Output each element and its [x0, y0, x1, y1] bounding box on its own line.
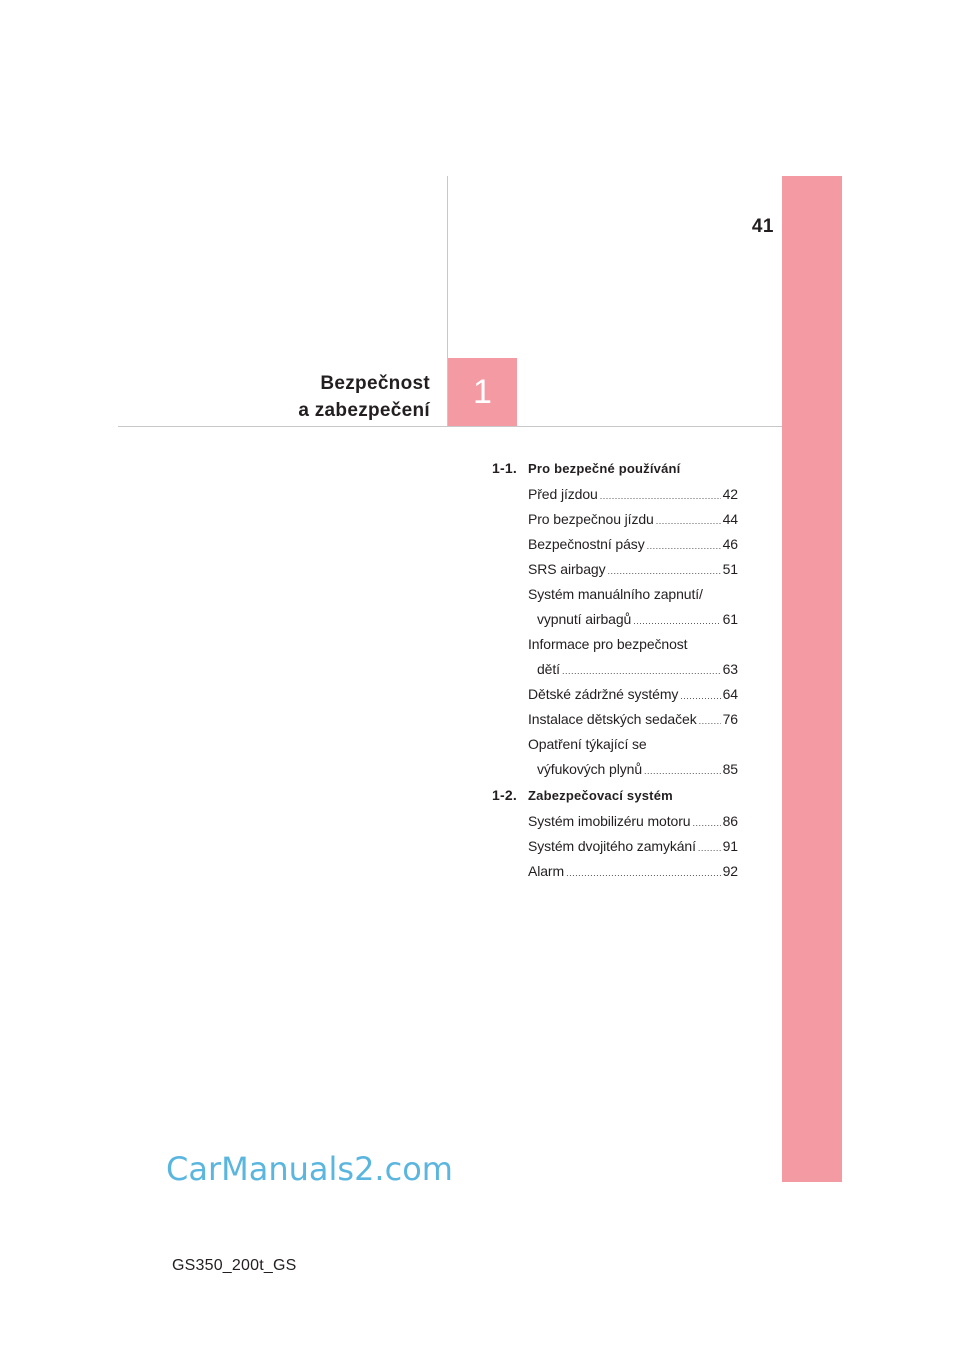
toc-entry[interactable] [528, 707, 738, 732]
chapter-number-badge: 1 [448, 358, 517, 426]
section-number: 1-2. [492, 787, 517, 803]
toc-entry[interactable] [528, 834, 738, 859]
section-title: Zabezpečovací systém [528, 788, 673, 803]
dot-leader [699, 709, 721, 734]
page-number: 41 [751, 216, 774, 237]
toc-entry-title: Systém dvojitého zamykání [528, 838, 696, 854]
toc-entry-page: 63 [722, 661, 738, 677]
toc-entry-title: Bezpečnostní pásy [528, 536, 645, 552]
toc-entry-page: 61 [722, 611, 738, 627]
dot-leader [698, 836, 721, 861]
dot-leader [600, 484, 721, 509]
toc-entry[interactable] [528, 507, 738, 532]
toc-entry[interactable] [528, 682, 738, 707]
toc-entry-title: Systém manuálního zapnutí/ [528, 586, 703, 602]
toc-entry[interactable] [528, 532, 738, 557]
toc-entry[interactable] [528, 732, 738, 782]
dot-leader [692, 811, 720, 836]
dot-leader [647, 534, 721, 559]
toc-entry-title: Systém imobilizéru motoru [528, 813, 691, 829]
toc-entry-page: 85 [722, 761, 738, 777]
toc-entry-title: Před jízdou [528, 486, 598, 502]
chapter-title-line1: Bezpečnost [320, 373, 430, 394]
toc-entry-page: 51 [722, 561, 738, 577]
watermark-text: CarManuals2.com [166, 1150, 453, 1188]
toc-entry-page: 86 [722, 813, 738, 829]
toc-entry-title: Dětské zádržné systémy [528, 686, 679, 702]
toc-entry-page: 44 [722, 511, 738, 527]
dot-leader [608, 559, 721, 584]
toc-entry-page: 64 [722, 686, 738, 702]
toc-entry-title: dětí [537, 661, 560, 677]
toc-entry-page: 91 [722, 838, 738, 854]
toc-entry-page: 46 [722, 536, 738, 552]
toc-entry-title: Alarm [528, 863, 565, 879]
toc-entry-title: SRS airbagy [528, 561, 606, 577]
section-title: Pro bezpečné používání [528, 461, 681, 476]
section-number: 1-1. [492, 460, 517, 476]
toc-entry-title: Opatření týkající se [528, 736, 647, 752]
footer-model-code: GS350_200t_GS [172, 1257, 297, 1274]
toc-entry-title: Informace pro bezpečnost [528, 636, 688, 652]
toc-entry-page: 92 [722, 863, 738, 879]
dot-leader [566, 861, 721, 886]
toc-entry-page: 76 [722, 711, 738, 727]
toc-entry[interactable] [528, 859, 738, 884]
toc-entry-page: 42 [722, 486, 738, 502]
toc-entry-title: výfukových plynů [537, 761, 643, 777]
dot-leader [633, 609, 720, 634]
toc-entry[interactable] [528, 809, 738, 834]
dot-leader [656, 509, 721, 534]
chapter-title-line2: a zabezpečení [298, 400, 430, 421]
toc-entry[interactable] [528, 632, 738, 682]
toc-entry-title: vypnutí airbagů [537, 611, 632, 627]
toc-entry[interactable] [528, 557, 738, 582]
toc-entry-title: Instalace dětských sedaček [528, 711, 697, 727]
dot-leader [680, 684, 720, 709]
toc-entry[interactable] [528, 582, 738, 632]
dot-leader [562, 659, 721, 684]
dot-leader [644, 759, 721, 784]
toc-entry-title: Pro bezpečnou jízdu [528, 511, 654, 527]
toc-entry[interactable] [528, 482, 738, 507]
